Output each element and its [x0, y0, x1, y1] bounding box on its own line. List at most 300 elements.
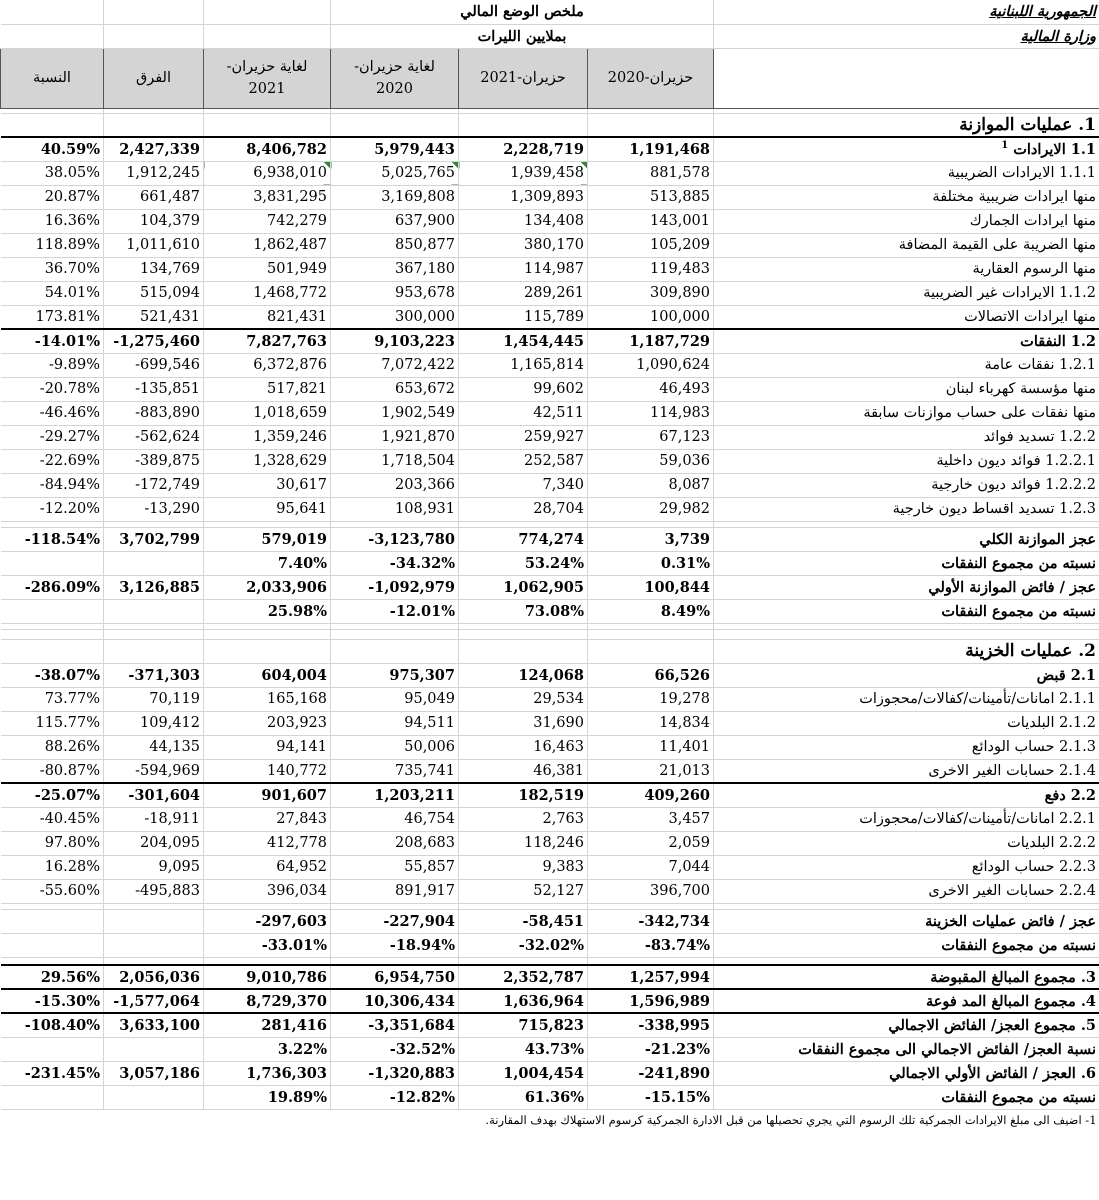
row-label: منها الرسوم العقارية [714, 257, 1099, 281]
table-row [1, 879, 1099, 903]
table-cell: 95,049 [331, 687, 459, 711]
table-cell: -12.01% [331, 599, 459, 623]
row-label: نسبة العجز/ الفائض الاجمالي الى مجموع النفقات [714, 1037, 1099, 1061]
table-cell: 42,511 [459, 401, 588, 425]
table-cell: 6,372,876 [204, 353, 331, 377]
table-cell: 8.49% [588, 599, 714, 623]
table-cell: 20.87% [1, 185, 104, 209]
row-label: 6. العجز / الفائض الأولي الاجمالي [714, 1061, 1099, 1085]
table-cell: -286.09% [1, 575, 104, 599]
table-cell: 29,982 [588, 497, 714, 521]
table-cell: 53.24% [459, 551, 588, 575]
table-cell: -231.45% [1, 1061, 104, 1085]
table-cell: 3,739 [588, 527, 714, 551]
table-row [1, 551, 1099, 575]
table-cell: -495,883 [104, 879, 204, 903]
table-cell: 2,033,906 [204, 575, 331, 599]
table-cell: 1,912,245 [104, 161, 204, 185]
table-row [1, 989, 1099, 1013]
table-cell: 11,401 [588, 735, 714, 759]
table-row [1, 1061, 1099, 1085]
table-row [1, 1037, 1099, 1061]
table-cell: 1,862,487 [204, 233, 331, 257]
row-label: 2.2.3 حساب الودائع [714, 855, 1099, 879]
table-row [1, 257, 1099, 281]
table-cell: 7,044 [588, 855, 714, 879]
table-cell: 182,519 [459, 783, 588, 807]
table-cell: 975,307 [331, 663, 459, 687]
table-cell [104, 599, 204, 623]
table-cell: 9,103,223 [331, 329, 459, 353]
table-cell: 29.56% [1, 965, 104, 989]
table-row [1, 305, 1099, 329]
table-cell: -46.46% [1, 401, 104, 425]
table-cell: 501,949 [204, 257, 331, 281]
ministry-title: وزارة المالية [714, 24, 1099, 48]
table-cell: 3,057,186 [104, 1061, 204, 1085]
table-cell: 38.05% [1, 161, 104, 185]
table-cell: -40.45% [1, 807, 104, 831]
table-cell: 1,309,893 [459, 185, 588, 209]
table-cell: -25.07% [1, 783, 104, 807]
table-cell: -301,604 [104, 783, 204, 807]
table-cell: 104,379 [104, 209, 204, 233]
table-cell: 203,923 [204, 711, 331, 735]
table-cell: 521,431 [104, 305, 204, 329]
table-cell: 1,939,458 [459, 161, 588, 185]
table-cell: 821,431 [204, 305, 331, 329]
table-row [1, 965, 1099, 989]
table-cell: 1,328,629 [204, 449, 331, 473]
table-cell: 67,123 [588, 425, 714, 449]
row-label: 1.2.1 نفقات عامة [714, 353, 1099, 377]
table-cell: 517,821 [204, 377, 331, 401]
table-cell: -594,969 [104, 759, 204, 783]
table-cell: 1,062,905 [459, 575, 588, 599]
table-cell: -21.23% [588, 1037, 714, 1061]
table-cell: 118,246 [459, 831, 588, 855]
table-cell: 735,741 [331, 759, 459, 783]
table-row [1, 137, 1099, 161]
table-cell: 9,010,786 [204, 965, 331, 989]
table-cell: 637,900 [331, 209, 459, 233]
table-cell: 10,306,434 [331, 989, 459, 1013]
table-cell: 1,359,246 [204, 425, 331, 449]
table-row [1, 449, 1099, 473]
table-cell: -227,904 [331, 909, 459, 933]
table-cell [1, 933, 104, 957]
table-row [1, 497, 1099, 521]
table-cell: 7,340 [459, 473, 588, 497]
table-row [1, 909, 1099, 933]
table-row [1, 209, 1099, 233]
table-cell: -241,890 [588, 1061, 714, 1085]
table-cell: 742,279 [204, 209, 331, 233]
row-label: 2.1.2 البلديات [714, 711, 1099, 735]
table-cell: 289,261 [459, 281, 588, 305]
col-header-diff: الفرق [104, 48, 204, 108]
table-cell: 901,607 [204, 783, 331, 807]
footnote-marker: 1 [1001, 140, 1009, 152]
table-cell: 1,454,445 [459, 329, 588, 353]
table-row [1, 855, 1099, 879]
report-title: ملخص الوضع المالي [331, 0, 714, 24]
table-cell: -12.20% [1, 497, 104, 521]
table-cell: 2,427,339 [104, 137, 204, 161]
table-cell: 105,209 [588, 233, 714, 257]
table-row [1, 281, 1099, 305]
table-row [1, 1085, 1099, 1109]
table-row [1, 687, 1099, 711]
table-cell: -1,275,460 [104, 329, 204, 353]
row-label: 1.2.3 تسديد اقساط ديون خارجية [714, 497, 1099, 521]
table-cell: 27,843 [204, 807, 331, 831]
table-cell: 1,011,610 [104, 233, 204, 257]
table-cell: 8,406,782 [204, 137, 331, 161]
table-cell [1, 599, 104, 623]
table-row [1, 185, 1099, 209]
col-header-jun2021: حزيران-2021 [459, 48, 588, 108]
row-label: 1.2.2.2 فوائد ديون خارجية [714, 473, 1099, 497]
table-cell: 1,257,994 [588, 965, 714, 989]
table-cell: -172,749 [104, 473, 204, 497]
table-cell: 367,180 [331, 257, 459, 281]
table-cell: 396,700 [588, 879, 714, 903]
col-header-jun2020: حزيران-2020 [588, 48, 714, 108]
table-cell: 7,827,763 [204, 329, 331, 353]
table-cell: 2,763 [459, 807, 588, 831]
table-cell: 1,468,772 [204, 281, 331, 305]
table-cell: -58,451 [459, 909, 588, 933]
table-cell: -371,303 [104, 663, 204, 687]
table-cell: 604,004 [204, 663, 331, 687]
table-cell: -84.94% [1, 473, 104, 497]
table-cell: -338,995 [588, 1013, 714, 1037]
table-cell: 46,381 [459, 759, 588, 783]
table-cell: 5,979,443 [331, 137, 459, 161]
table-cell: 19,278 [588, 687, 714, 711]
row-label: عجز الموازنة الكلي [714, 527, 1099, 551]
table-cell: 40.59% [1, 137, 104, 161]
table-cell: -55.60% [1, 879, 104, 903]
table-cell: 515,094 [104, 281, 204, 305]
row-label: منها نفقات على حساب موازنات سابقة [714, 401, 1099, 425]
table-cell [104, 1085, 204, 1109]
table-cell: 3,633,100 [104, 1013, 204, 1037]
table-row [1, 377, 1099, 401]
table-cell: -13,290 [104, 497, 204, 521]
table-cell: 513,885 [588, 185, 714, 209]
table-row [1, 575, 1099, 599]
table-cell: 1,165,814 [459, 353, 588, 377]
table-row [1, 599, 1099, 623]
table-cell: -15.30% [1, 989, 104, 1013]
table-cell: 14,834 [588, 711, 714, 735]
table-cell: 143,001 [588, 209, 714, 233]
row-label: 2.1 قبض [714, 663, 1099, 687]
table-cell: 134,769 [104, 257, 204, 281]
table-row [1, 473, 1099, 497]
table-cell: 1,736,303 [204, 1061, 331, 1085]
table-cell: 25.98% [204, 599, 331, 623]
table-cell: -1,577,064 [104, 989, 204, 1013]
table-cell [1, 1037, 104, 1061]
table-cell: -33.01% [204, 933, 331, 957]
table-cell: 661,487 [104, 185, 204, 209]
table-cell: -83.74% [588, 933, 714, 957]
table-cell: 1,203,211 [331, 783, 459, 807]
table-cell: -80.87% [1, 759, 104, 783]
row-label: 1.2.2 تسديد فوائد [714, 425, 1099, 449]
row-label: منها ايرادات الجمارك [714, 209, 1099, 233]
row-label: نسبته من مجموع النفقات [714, 551, 1099, 575]
row-label: 1.1.1 الايرادات الضريبية [714, 161, 1099, 185]
table-cell: 31,690 [459, 711, 588, 735]
table-cell: 0.31% [588, 551, 714, 575]
table-cell: 380,170 [459, 233, 588, 257]
row-label: 2.1.1 امانات/تأمينات/كفالات/محجوزات [714, 687, 1099, 711]
table-cell: 2,228,719 [459, 137, 588, 161]
table-cell: 953,678 [331, 281, 459, 305]
table-cell: 109,412 [104, 711, 204, 735]
table-cell: 2,352,787 [459, 965, 588, 989]
table-cell: 16.36% [1, 209, 104, 233]
row-label: 1.1.2 الايرادات غير الضريبية [714, 281, 1099, 305]
table-cell: -22.69% [1, 449, 104, 473]
table-cell: 134,408 [459, 209, 588, 233]
table-cell: -342,734 [588, 909, 714, 933]
table-cell: 19.89% [204, 1085, 331, 1109]
row-label: منها ايرادات ضريبية مختلفة [714, 185, 1099, 209]
row-label: 1.2.2.1 فوائد ديون داخلية [714, 449, 1099, 473]
table-cell: 8,729,370 [204, 989, 331, 1013]
table-cell [1, 551, 104, 575]
footnote: 1- اضيف الى مبلغ الايرادات الجمركية تلك الرسوم التي يجري تحصيلها من قبل الادارة الجمركية كرسوم الاستهلاك بهدف المقارنة. [485, 1113, 1097, 1128]
table-cell: 43.73% [459, 1037, 588, 1061]
table-cell: -32.02% [459, 933, 588, 957]
table-cell: 44,135 [104, 735, 204, 759]
table-cell: 115,789 [459, 305, 588, 329]
table-cell: 6,938,010 [204, 161, 331, 185]
table-cell: 7.40% [204, 551, 331, 575]
table-cell: 6,954,750 [331, 965, 459, 989]
table-cell: 94,141 [204, 735, 331, 759]
table-cell: 124,068 [459, 663, 588, 687]
table-cell: -18.94% [331, 933, 459, 957]
table-cell: 891,917 [331, 879, 459, 903]
row-label: 4. مجموع المبالغ المد فوعة [714, 989, 1099, 1013]
table-cell: 1,018,659 [204, 401, 331, 425]
table-row [1, 831, 1099, 855]
table-cell: 1,902,549 [331, 401, 459, 425]
table-cell: -389,875 [104, 449, 204, 473]
table-cell: -12.82% [331, 1085, 459, 1109]
row-label: عجز / فائض عمليات الخزينة [714, 909, 1099, 933]
republic-title: الجمهورية اللبنانية [714, 0, 1099, 24]
col-header-pct: النسبة [1, 48, 104, 108]
table-cell: 140,772 [204, 759, 331, 783]
table-cell: 66,526 [588, 663, 714, 687]
table-cell: 252,587 [459, 449, 588, 473]
table-cell: -297,603 [204, 909, 331, 933]
table-cell: 309,890 [588, 281, 714, 305]
row-label: 1.2 النفقات [714, 329, 1099, 353]
section-treasury-operations: 2. عمليات الخزينة [714, 639, 1099, 663]
row-label: نسبته من مجموع النفقات [714, 1085, 1099, 1109]
table-cell: 208,683 [331, 831, 459, 855]
table-cell: -20.78% [1, 377, 104, 401]
row-label: 2.2.4 حسابات الغير الاخرى [714, 879, 1099, 903]
table-cell: 97.80% [1, 831, 104, 855]
table-row [1, 425, 1099, 449]
table-cell: 653,672 [331, 377, 459, 401]
table-cell: 118.89% [1, 233, 104, 257]
table-cell: 8,087 [588, 473, 714, 497]
table-cell: -9.89% [1, 353, 104, 377]
table-cell: -3,123,780 [331, 527, 459, 551]
table-cell: 715,823 [459, 1013, 588, 1037]
table-cell: 3.22% [204, 1037, 331, 1061]
table-cell: 1,921,870 [331, 425, 459, 449]
table-cell: -1,092,979 [331, 575, 459, 599]
table-cell [104, 933, 204, 957]
table-cell: 46,754 [331, 807, 459, 831]
table-row [1, 711, 1099, 735]
table-cell: 99,602 [459, 377, 588, 401]
table-cell [104, 1037, 204, 1061]
table-cell: 396,034 [204, 879, 331, 903]
table-cell: 16,463 [459, 735, 588, 759]
table-row [1, 527, 1099, 551]
row-label: 2.2.2 البلديات [714, 831, 1099, 855]
row-label: 3. مجموع المبالغ المقبوضة [714, 965, 1099, 989]
table-cell: 54.01% [1, 281, 104, 305]
table-cell: 95,641 [204, 497, 331, 521]
table-cell: 88.26% [1, 735, 104, 759]
table-cell: 16.28% [1, 855, 104, 879]
row-label: نسبته من مجموع النفقات [714, 933, 1099, 957]
table-cell: 55,857 [331, 855, 459, 879]
table-cell: -883,890 [104, 401, 204, 425]
row-label: منها مؤسسة كهرباء لبنان [714, 377, 1099, 401]
table-cell: -38.07% [1, 663, 104, 687]
table-cell: 114,983 [588, 401, 714, 425]
table-cell: 2,059 [588, 831, 714, 855]
col-header-cum2021: لغاية حزيران- 2021 [204, 48, 331, 108]
table-cell: 100,844 [588, 575, 714, 599]
table-cell: 259,927 [459, 425, 588, 449]
table-cell: 3,702,799 [104, 527, 204, 551]
table-cell: 409,260 [588, 783, 714, 807]
table-cell: 1,718,504 [331, 449, 459, 473]
table-cell: 1,191,468 [588, 137, 714, 161]
table-cell: 100,000 [588, 305, 714, 329]
table-cell [104, 551, 204, 575]
table-cell: 3,457 [588, 807, 714, 831]
table-cell: 850,877 [331, 233, 459, 257]
row-label: 5. مجموع العجز/ الفائض الاجمالي [714, 1013, 1099, 1037]
table-row [1, 401, 1099, 425]
row-label: منها الضريبة على القيمة المضافة [714, 233, 1099, 257]
table-cell: -118.54% [1, 527, 104, 551]
table-cell: 881,578 [588, 161, 714, 185]
table-cell: 7,072,422 [331, 353, 459, 377]
table-cell: 46,493 [588, 377, 714, 401]
table-cell: 114,987 [459, 257, 588, 281]
table-cell: 165,168 [204, 687, 331, 711]
table-cell: 1,090,624 [588, 353, 714, 377]
row-label: 1.1 الايرادات $^1$ [714, 137, 1099, 161]
table-row [1, 807, 1099, 831]
table-cell: 50,006 [331, 735, 459, 759]
table-row [1, 759, 1099, 783]
row-label: 2.1.3 حساب الودائع [714, 735, 1099, 759]
table-cell: 21,013 [588, 759, 714, 783]
table-cell: 1,004,454 [459, 1061, 588, 1085]
table-cell: -14.01% [1, 329, 104, 353]
table-cell: 70,119 [104, 687, 204, 711]
table-cell: -3,351,684 [331, 1013, 459, 1037]
table-cell: 3,126,885 [104, 575, 204, 599]
table-cell: 94,511 [331, 711, 459, 735]
row-label: عجز / فائض الموازنة الأولي [714, 575, 1099, 599]
table-cell: 774,274 [459, 527, 588, 551]
table-cell [104, 909, 204, 933]
column-header-row [1, 48, 1099, 108]
table-cell: 36.70% [1, 257, 104, 281]
table-cell: -1,320,883 [331, 1061, 459, 1085]
table-row [1, 663, 1099, 687]
table-cell: 3,831,295 [204, 185, 331, 209]
table-cell: 5,025,765 [331, 161, 459, 185]
unit-label: بملايين الليرات [331, 24, 714, 48]
table-cell: 73.77% [1, 687, 104, 711]
table-cell: 9,095 [104, 855, 204, 879]
table-cell: 2,056,036 [104, 965, 204, 989]
table-cell: -562,624 [104, 425, 204, 449]
table-cell: 300,000 [331, 305, 459, 329]
table-cell: 281,416 [204, 1013, 331, 1037]
table-row [1, 329, 1099, 353]
table-cell [1, 909, 104, 933]
row-label: 2.1.4 حسابات الغير الاخرى [714, 759, 1099, 783]
row-label: نسبته من مجموع النفقات [714, 599, 1099, 623]
table-cell: 119,483 [588, 257, 714, 281]
table-cell: 115.77% [1, 711, 104, 735]
table-row [1, 161, 1099, 185]
table-cell: 52,127 [459, 879, 588, 903]
table-cell: 73.08% [459, 599, 588, 623]
table-cell: 204,095 [104, 831, 204, 855]
table-cell: 59,036 [588, 449, 714, 473]
table-cell: 64,952 [204, 855, 331, 879]
table-cell: 28,704 [459, 497, 588, 521]
table-cell: 1,187,729 [588, 329, 714, 353]
table-row [1, 353, 1099, 377]
col-header-cum2020: لغاية حزيران- 2020 [331, 48, 459, 108]
table-cell: 30,617 [204, 473, 331, 497]
table-cell: 1,596,989 [588, 989, 714, 1013]
table-cell [1, 1085, 104, 1109]
table-cell: 3,169,808 [331, 185, 459, 209]
table-cell: -29.27% [1, 425, 104, 449]
row-label: 2.2.1 امانات/تأمينات/كفالات/محجوزات [714, 807, 1099, 831]
table-cell: 9,383 [459, 855, 588, 879]
table-cell: -18,911 [104, 807, 204, 831]
table-cell: -699,546 [104, 353, 204, 377]
table-cell: 1,636,964 [459, 989, 588, 1013]
table-row [1, 233, 1099, 257]
